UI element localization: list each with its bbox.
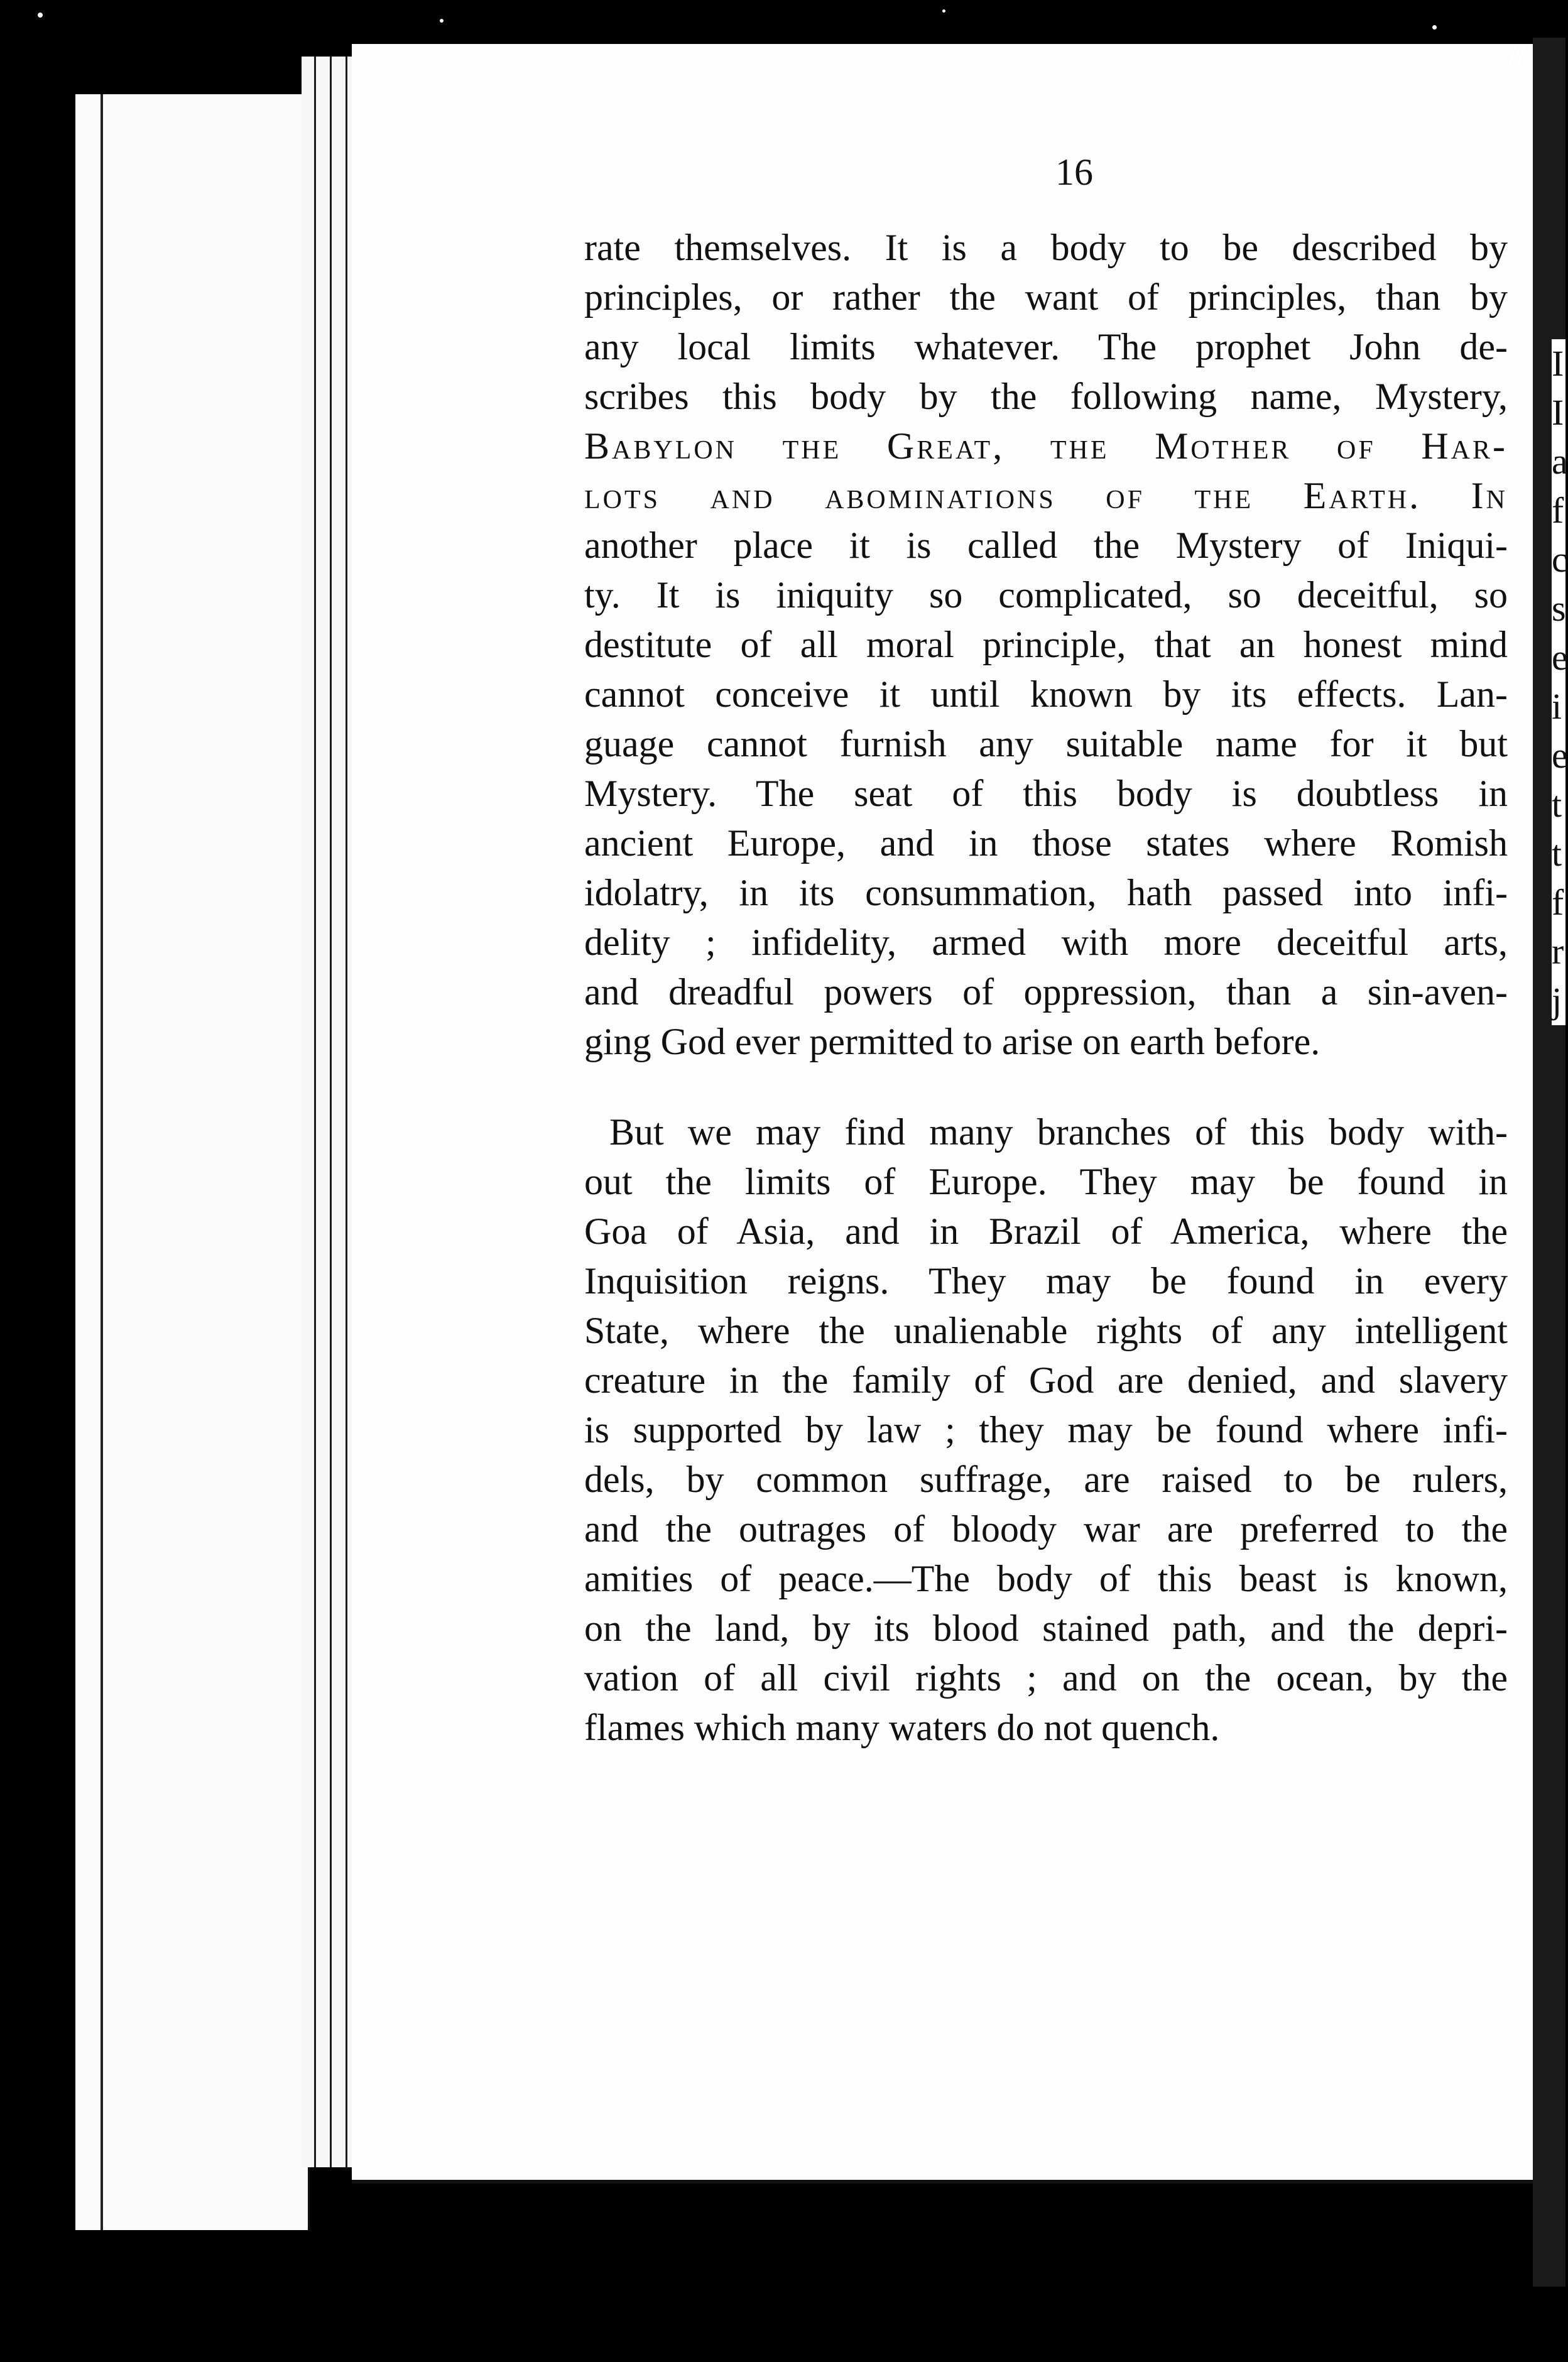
page-edge-line: [314, 57, 316, 2167]
paragraph-2: [584, 1108, 1508, 1753]
peek-letter: f: [1552, 882, 1564, 923]
text-line: Goa of Asia, and in Brazil of America, where the: [584, 1211, 1508, 1252]
page-edge-line: [346, 57, 347, 2167]
text-line: ancient Europe, and in those states where Romish: [584, 822, 1508, 864]
text-line: Inquisition reigns. They may be found in every: [584, 1260, 1508, 1302]
text-line: is supported by law ; they may be found where infi-: [584, 1409, 1508, 1450]
page-edge-line: [330, 57, 332, 2167]
text-line: and the outrages of bloody war are preferred to the: [584, 1508, 1508, 1550]
text-line: guage cannot furnish any suitable name for it but: [584, 723, 1508, 765]
text-line: But we may find many branches of this body with-: [609, 1111, 1508, 1153]
text-line: scribes this body by the following name, Mystery,: [584, 376, 1508, 417]
scan-speck: [440, 19, 444, 23]
text-line: dels, by common suffrage, are raised to be rulers,: [584, 1459, 1508, 1500]
page-edge-line: [101, 94, 103, 2230]
peek-letter: t: [1552, 784, 1562, 825]
peek-letter: s: [1552, 588, 1566, 629]
body-text: [584, 223, 1508, 1753]
peek-letter: r: [1552, 931, 1564, 972]
text-line: and dreadful powers of oppression, than a sin-aven-: [584, 971, 1508, 1013]
peek-letter: c: [1552, 539, 1568, 580]
peek-letter: I: [1552, 392, 1564, 433]
text-line: rate themselves. It is a body to be described by: [584, 227, 1508, 268]
text-line: ty. It is iniquity so complicated, so deceitful, so: [584, 574, 1508, 616]
text-line: delity ; infidelity, armed with more deceitful arts,: [584, 922, 1508, 963]
peek-letter: I: [1552, 343, 1564, 384]
paragraph-1: [584, 223, 1508, 1067]
text-line: creature in the family of God are denied, and slavery: [584, 1359, 1508, 1401]
page-number: 16: [1055, 151, 1093, 193]
peek-letter: i: [1552, 686, 1562, 727]
text-line: ging God ever permitted to arise on earth before.: [584, 1021, 1320, 1062]
peek-letter: t: [1552, 833, 1562, 874]
text-line: any local limits whatever. The prophet John de-: [584, 326, 1508, 367]
peek-letter: a: [1552, 441, 1568, 482]
scan-speck: [942, 9, 945, 13]
text-line: amities of peace.—The body of this beast is known,: [584, 1558, 1508, 1599]
text-line: out the limits of Europe. They may be found in: [584, 1161, 1508, 1202]
text-line: on the land, by its blood stained path, and the depri-: [584, 1608, 1508, 1649]
text-line: another place it is called the Mystery of Iniqui-: [584, 525, 1508, 566]
text-line: lots and abominations of the Earth. In: [584, 475, 1508, 516]
peek-letter: e: [1552, 637, 1568, 678]
facing-page-edge: [75, 94, 310, 2230]
text-line: State, where the unalienable rights of any intelligent: [584, 1310, 1508, 1351]
scan-speck: [38, 13, 43, 18]
text-line: idolatry, in its consummation, hath passed into infi-: [584, 872, 1508, 913]
text-line: flames which many waters do not quench.: [584, 1707, 1220, 1748]
peek-letter: f: [1552, 490, 1564, 531]
text-line: vation of all civil rights ; and on the ocean, by the: [584, 1657, 1508, 1699]
peek-letter: e: [1552, 735, 1568, 776]
next-page-letters: [1552, 339, 1568, 1025]
text-line: Mystery. The seat of this body is doubtless in: [584, 773, 1508, 814]
scan-speck: [1432, 25, 1437, 30]
text-line: Babylon the Great, the Mother of Har-: [584, 425, 1508, 467]
margin-marks: //: [1508, 38, 1525, 73]
text-line: principles, or rather the want of principles, than by: [584, 276, 1508, 318]
peek-letter: j: [1552, 980, 1562, 1021]
text-line: destitute of all moral principle, that an honest mind: [584, 624, 1508, 665]
text-line: cannot conceive it until known by its effects. Lan-: [584, 673, 1508, 715]
